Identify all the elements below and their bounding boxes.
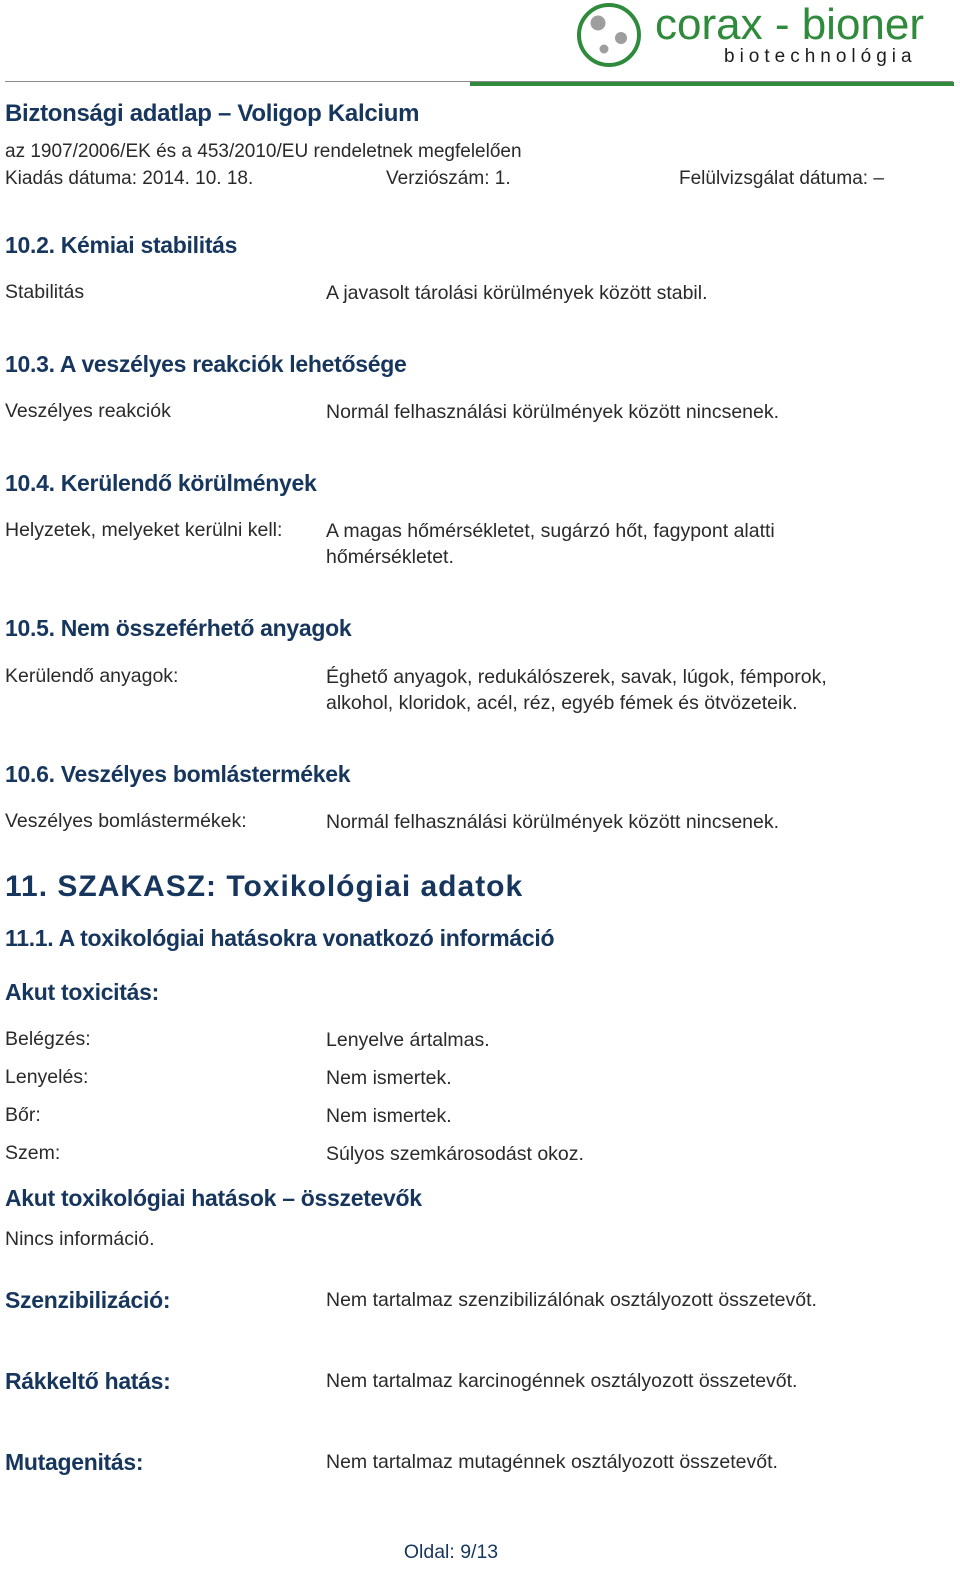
skin-label: Bőr: xyxy=(5,1104,41,1126)
document-title: Biztonsági adatlap – Voligop Kalcium xyxy=(5,100,420,127)
section-10-5-heading: 10.5. Nem összeférhető anyagok xyxy=(5,615,352,641)
hazardous-reactions-label: Veszélyes reakciók xyxy=(5,400,171,422)
section-11-heading: 11. SZAKASZ: Toxikológiai adatok xyxy=(5,870,524,903)
mutagenicity-label: Mutagenitás: xyxy=(5,1449,144,1475)
inhalation-label: Belégzés: xyxy=(5,1028,91,1050)
sensitization-value: Nem tartalmaz szenzibilizálónak osztályozott összetevőt. xyxy=(326,1289,817,1311)
ingestion-label: Lenyelés: xyxy=(5,1066,89,1088)
incompatible-materials-label: Kerülendő anyagok: xyxy=(5,665,179,687)
section-10-4-heading: 10.4. Kerülendő körülmények xyxy=(5,470,317,496)
conditions-to-avoid-label: Helyzetek, melyeket kerülni kell: xyxy=(5,519,283,541)
header-accent-bar xyxy=(470,82,954,86)
acute-components-value: Nincs információ. xyxy=(5,1228,155,1250)
section-10-6-heading: 10.6. Veszélyes bomlástermékek xyxy=(5,761,351,787)
page-number: Oldal: 9/13 xyxy=(403,1541,499,1563)
eye-value: Súlyos szemkárosodást okoz. xyxy=(326,1143,584,1165)
acute-toxicity-heading: Akut toxicitás: xyxy=(5,979,159,1005)
inhalation-value: Lenyelve ártalmas. xyxy=(326,1029,490,1051)
incompatible-materials-value: Éghető anyagok, redukálószerek, savak, lúgok, fémporok, alkohol, kloridok, acél, réz, egyéb fémek és ötvözeteik. xyxy=(326,666,827,714)
revision-date: Felülvizsgálat dátuma: – xyxy=(679,168,884,189)
brand-tagline: biotechnológia xyxy=(724,46,917,67)
corax-logo-icon xyxy=(576,2,642,68)
stability-label: Stabilitás xyxy=(5,281,85,303)
ingestion-value: Nem ismertek. xyxy=(326,1067,452,1089)
mutagenicity-value: Nem tartalmaz mutagénnek osztályozott összetevőt. xyxy=(326,1451,778,1473)
section-11-1-heading: 11.1. A toxikológiai hatásokra vonatkozó információ xyxy=(5,925,555,951)
acute-components-heading: Akut toxikológiai hatások – összetevők xyxy=(5,1185,422,1211)
version-number: Verziószám: 1. xyxy=(386,168,511,189)
decomposition-products-value: Normál felhasználási körülmények között nincsenek. xyxy=(326,811,780,833)
skin-value: Nem ismertek. xyxy=(326,1105,452,1127)
hazardous-reactions-value: Normál felhasználási körülmények között nincsenek. xyxy=(326,401,780,423)
section-10-3-heading: 10.3. A veszélyes reakciók lehetősége xyxy=(5,351,407,377)
stability-value: A javasolt tárolási körülmények között stabil. xyxy=(326,282,708,304)
regulation-line: az 1907/2006/EK és a 453/2010/EU rendeletnek megfelelően xyxy=(5,141,522,162)
eye-label: Szem: xyxy=(5,1142,61,1164)
conditions-to-avoid-value: A magas hőmérsékletet, sugárzó hőt, fagypont alatti hőmérsékletet. xyxy=(326,520,775,568)
carcinogenicity-value: Nem tartalmaz karcinogénnek osztályozott összetevőt. xyxy=(326,1370,798,1392)
carcinogenicity-label: Rákkeltő hatás: xyxy=(5,1368,171,1394)
issue-date: Kiadás dátuma: 2014. 10. 18. xyxy=(5,168,254,189)
brand-name: corax - bioner xyxy=(655,0,925,49)
section-10-2-heading: 10.2. Kémiai stabilitás xyxy=(5,232,238,258)
decomposition-products-label: Veszélyes bomlástermékek: xyxy=(5,810,247,832)
sensitization-label: Szenzibilizáció: xyxy=(5,1287,171,1313)
